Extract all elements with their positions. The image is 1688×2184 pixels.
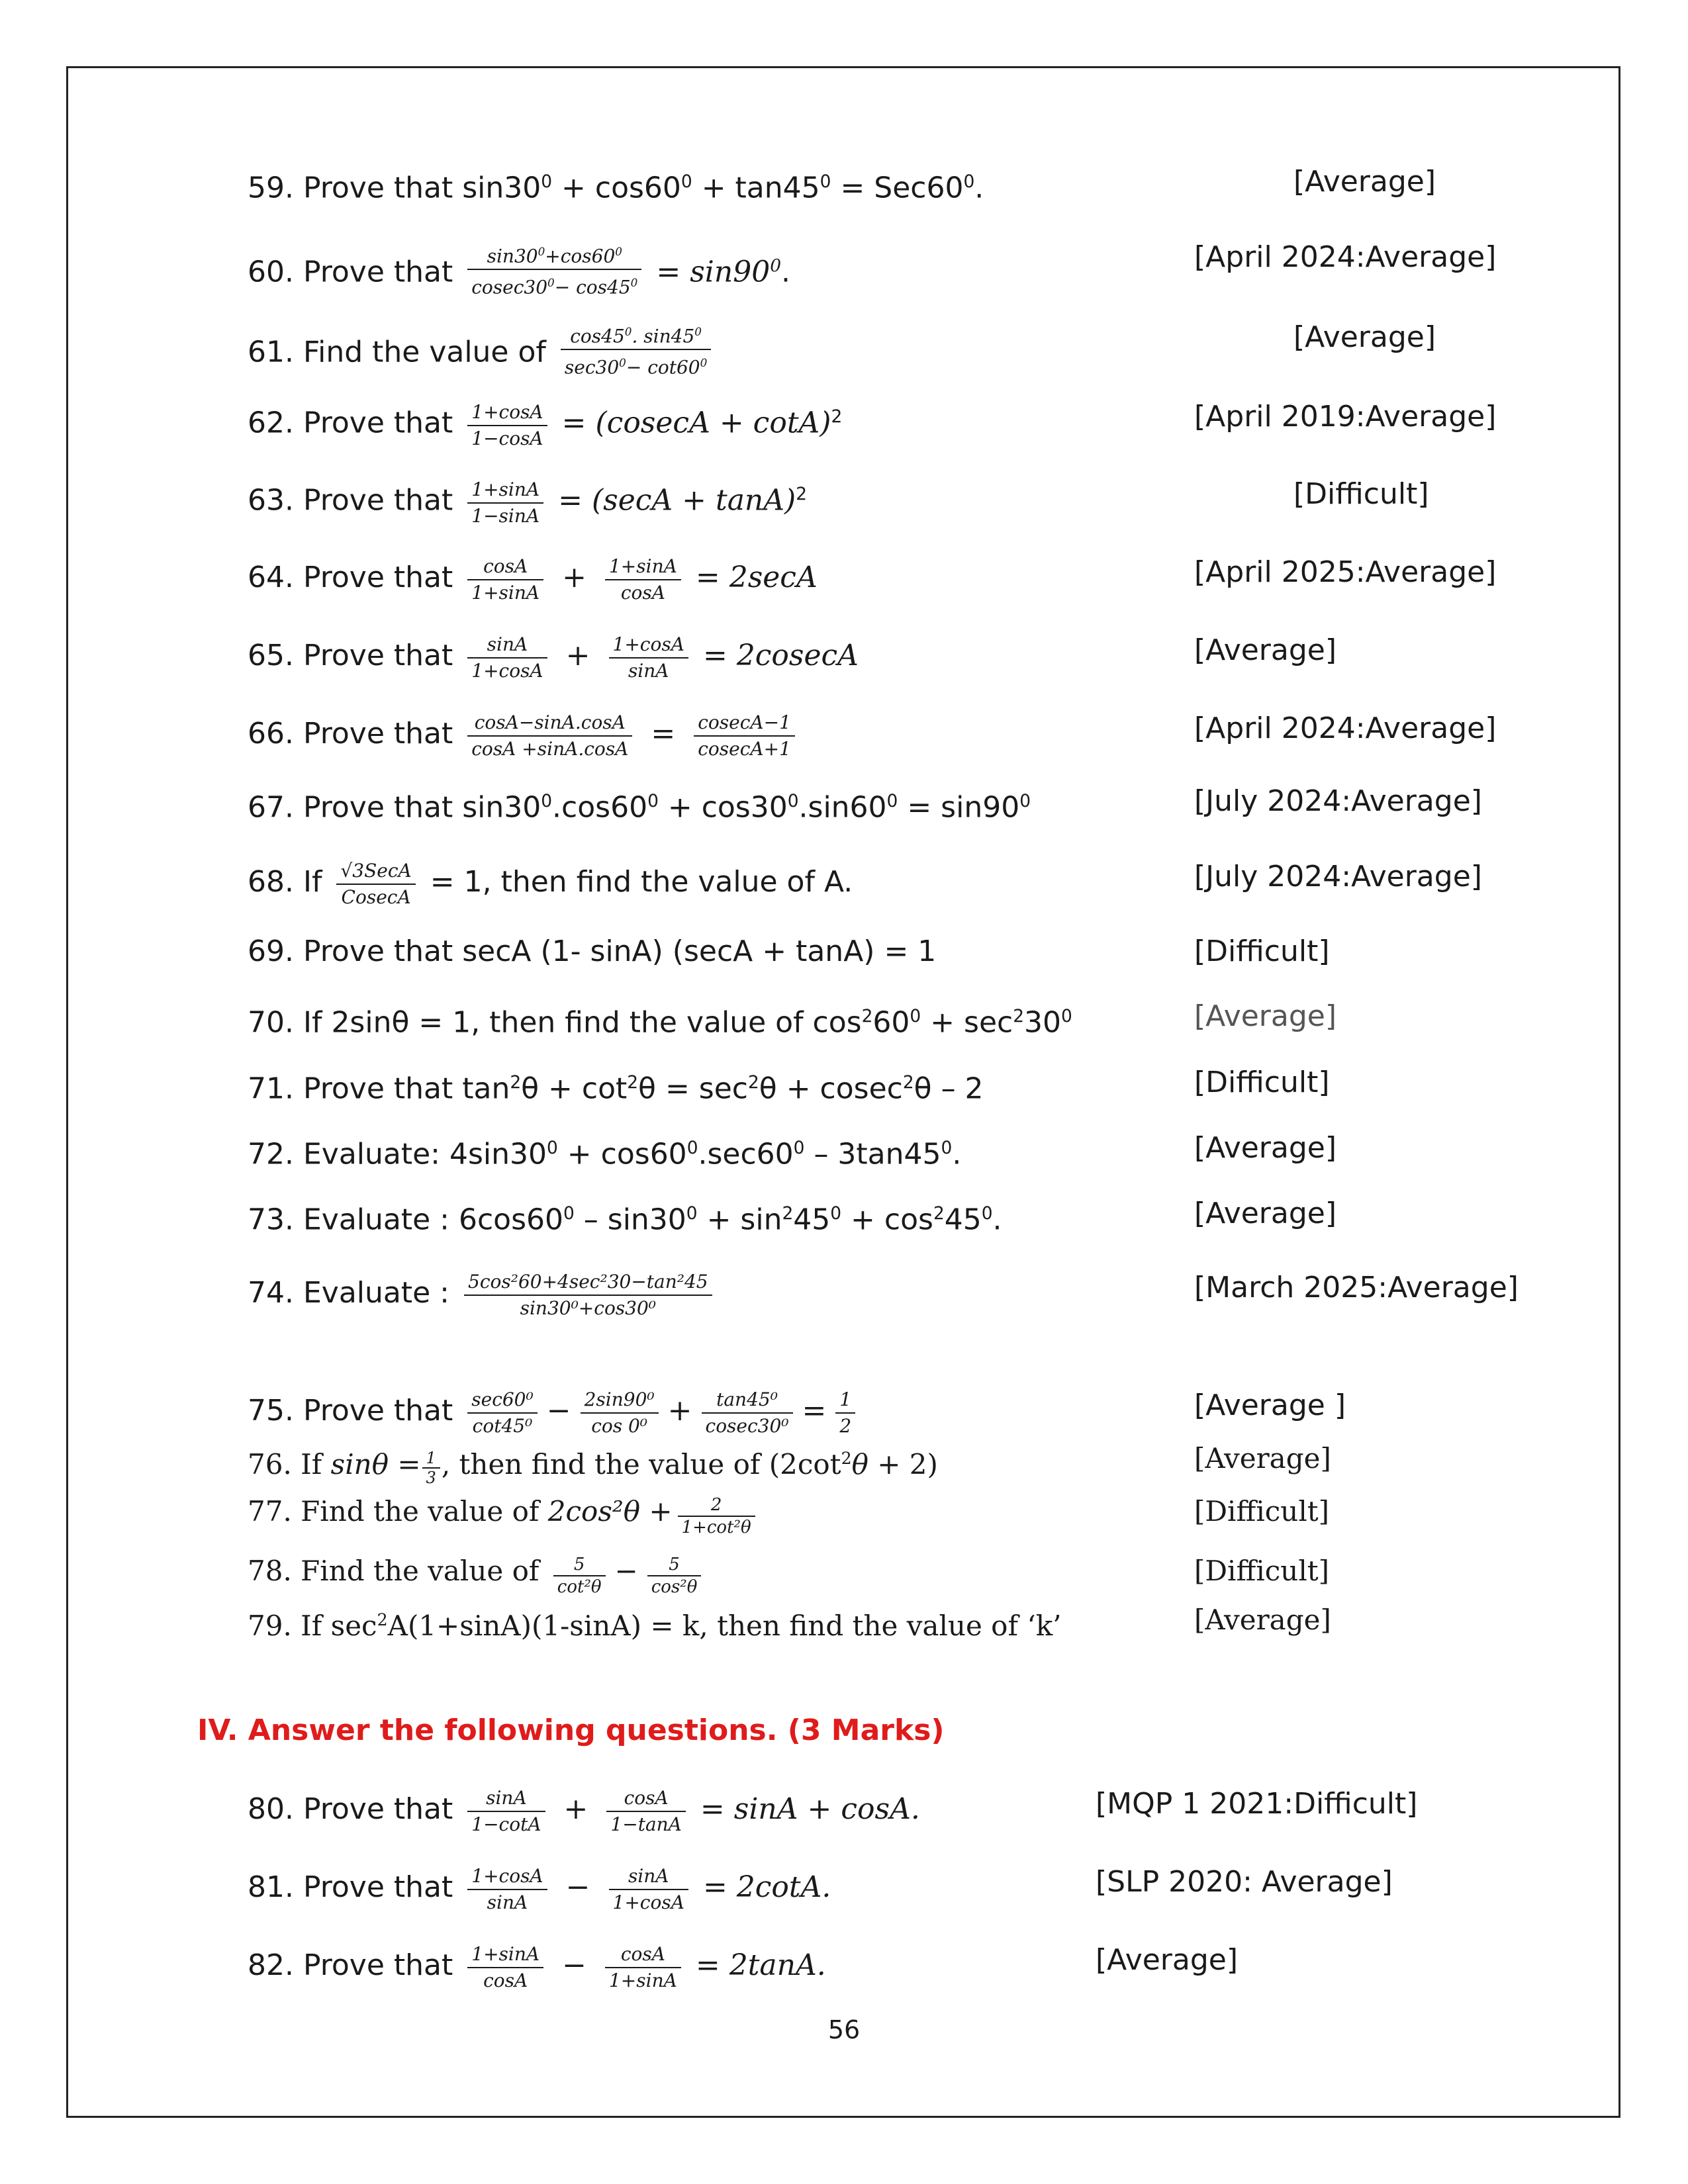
question-66: 66. Prove that $\frac{\cos A-\sin A.\cos A}{\cos A +\sin A.\cos A}$ = $\frac{cosecA-1}{cosecA+1}$ [248,710,800,762]
question-82: 82. Prove that $\frac{1+\sin A}{\cos A}$ − $\frac{\cos A}{1+\sin A}$ = 2tanA. [248,1943,826,1991]
question-59: 59. Prove that $\sin 30^0 + \cos 60^0 + \tan 45^0 = Sec60^0$. [248,171,984,205]
tag-64: [April 2025:Average] [1194,555,1497,589]
tag-62: [April 2019:Average] [1194,400,1497,433]
question-81: 81. Prove that $\frac{1+\cos A}{\sin A}$ − $\frac{\sin A}{1+\cos A}$ = 2cotA. [248,1865,831,1913]
question-78: 78. Find the value of $\frac{5}{\text{cot²θ}}$ − $\frac{5}{\text{cos²θ}}$ [248,1553,706,1598]
question-64: 64. Prove that $\frac{\cos A}{1+\sin A}$ + $\frac{1+\sin A}{\cos A}$ = 2secA [248,555,818,604]
question-71: 71. Prove that $\tan^2\theta + \cot^2\theta = \sec^2\theta + cosec^2\theta - 2$ [248,1071,984,1106]
tag-72: [Average] [1194,1131,1337,1165]
tag-59: [Average] [1293,165,1436,199]
section-heading: IV. Answer the following questions. (3 Marks) [197,1713,945,1747]
tag-78: [Difficult] [1194,1555,1330,1587]
tag-79: [Average] [1194,1604,1331,1636]
tag-75: [Average ] [1194,1388,1346,1422]
tag-61: [Average] [1293,320,1436,354]
page-number: 56 [827,2015,861,2044]
tag-74: [March 2025:Average] [1194,1271,1519,1304]
tag-68: [July 2024:Average] [1194,860,1482,893]
tag-71: [Difficult] [1194,1066,1330,1099]
tag-70: [Average] [1194,999,1337,1033]
question-73: 73. Evaluate : $6\cos 60^0 - \sin 30^0 + \sin^245^0 + \cos^245^0$. [248,1203,1002,1237]
question-77: 77. Find the value of 2cos²θ + $\frac{2}{\text{1+cot²θ}}$ [248,1493,761,1538]
tag-76: [Average] [1194,1442,1331,1475]
question-68: 68. If $\frac{\text{√3SecA}}{CosecA}$ = 1, then find the value of A. [248,860,853,908]
question-61: 61. Find the value of $\frac{\cos 45^0. \sin 45^0}{\sec 30^0- \cot 60^0}$ [248,319,716,381]
tag-63: [Difficult] [1293,477,1429,511]
tag-82: [Average] [1096,1943,1239,1977]
tag-73: [Average] [1194,1197,1337,1230]
question-76: 76. If sinθ = $\frac{1}{3}$ , then find the value of $(2\cot^2\theta + 2)$ [248,1448,938,1487]
tag-69: [Difficult] [1194,934,1330,968]
question-72: 72. Evaluate: $4\sin 30^0 + \cos 60^0.\sec 60^0 - 3\tan 45^0$. [248,1137,962,1171]
question-74: 74. Evaluate : $\frac{\text{5cos²60+4sec²30−tan²45}}{\text{sin30⁰+cos30⁰}}$ [248,1269,718,1321]
tag-80: [MQP 1 2021:Difficult] [1096,1787,1418,1821]
question-70: 70. If 2sinθ = 1, then find the value of $\cos^260^0 + \sec^230^0$ [248,1005,1072,1040]
tag-81: [SLP 2020: Average] [1096,1865,1393,1899]
tag-60: [April 2024:Average] [1194,240,1497,274]
question-67: 67. Prove that $\sin 30^0.\cos 60^0 + \cos 30^0.\sin 60^0 = \sin 90^0$ [248,790,1031,825]
tag-65: [Average] [1194,633,1337,667]
tag-66: [April 2024:Average] [1194,711,1497,745]
tag-77: [Difficult] [1194,1495,1330,1527]
question-80: 80. Prove that $\frac{\sin A}{1-\cot A}$ + $\frac{\cos A}{1-\tan A}$ = sinA + cosA. [248,1787,920,1835]
question-60: 60. Prove that $\frac{\sin 30^0+\cos 60^0}{cosec30^0- \cos 45^0}$ = $\sin 90^0$. [248,239,790,300]
question-79: 79. If $\sec^2A(1+\sin A)(1-\sin A) = k$, then find the value of ‘k’ [248,1610,1062,1642]
question-63: 63. Prove that $\frac{1+\sin A}{1-\sin A}$ = $(\sec A + \tan A)^2$ [248,478,807,527]
question-62: 62. Prove that $\frac{1+\cos A}{1-\cos A}$ = $(cosecA + \cot A)^2$ [248,400,843,449]
question-69: 69. Prove that secA (1- sinA) (secA + tanA) = 1 [248,934,937,968]
tag-67: [July 2024:Average] [1194,784,1482,818]
question-65: 65. Prove that $\frac{\sin A}{1+\cos A}$ + $\frac{1+\cos A}{\sin A}$ = 2cosecA [248,633,859,682]
question-75: 75. Prove that $\frac{\text{sec60⁰}}{\text{cot45⁰}}$ − $\frac{\text{2sin90⁰}}{\text{cos 0⁰}}$ + $\frac{\text{tan45⁰}}{\text{cosec30⁰}}$ = $\frac{1}{2}$ [248,1387,861,1439]
